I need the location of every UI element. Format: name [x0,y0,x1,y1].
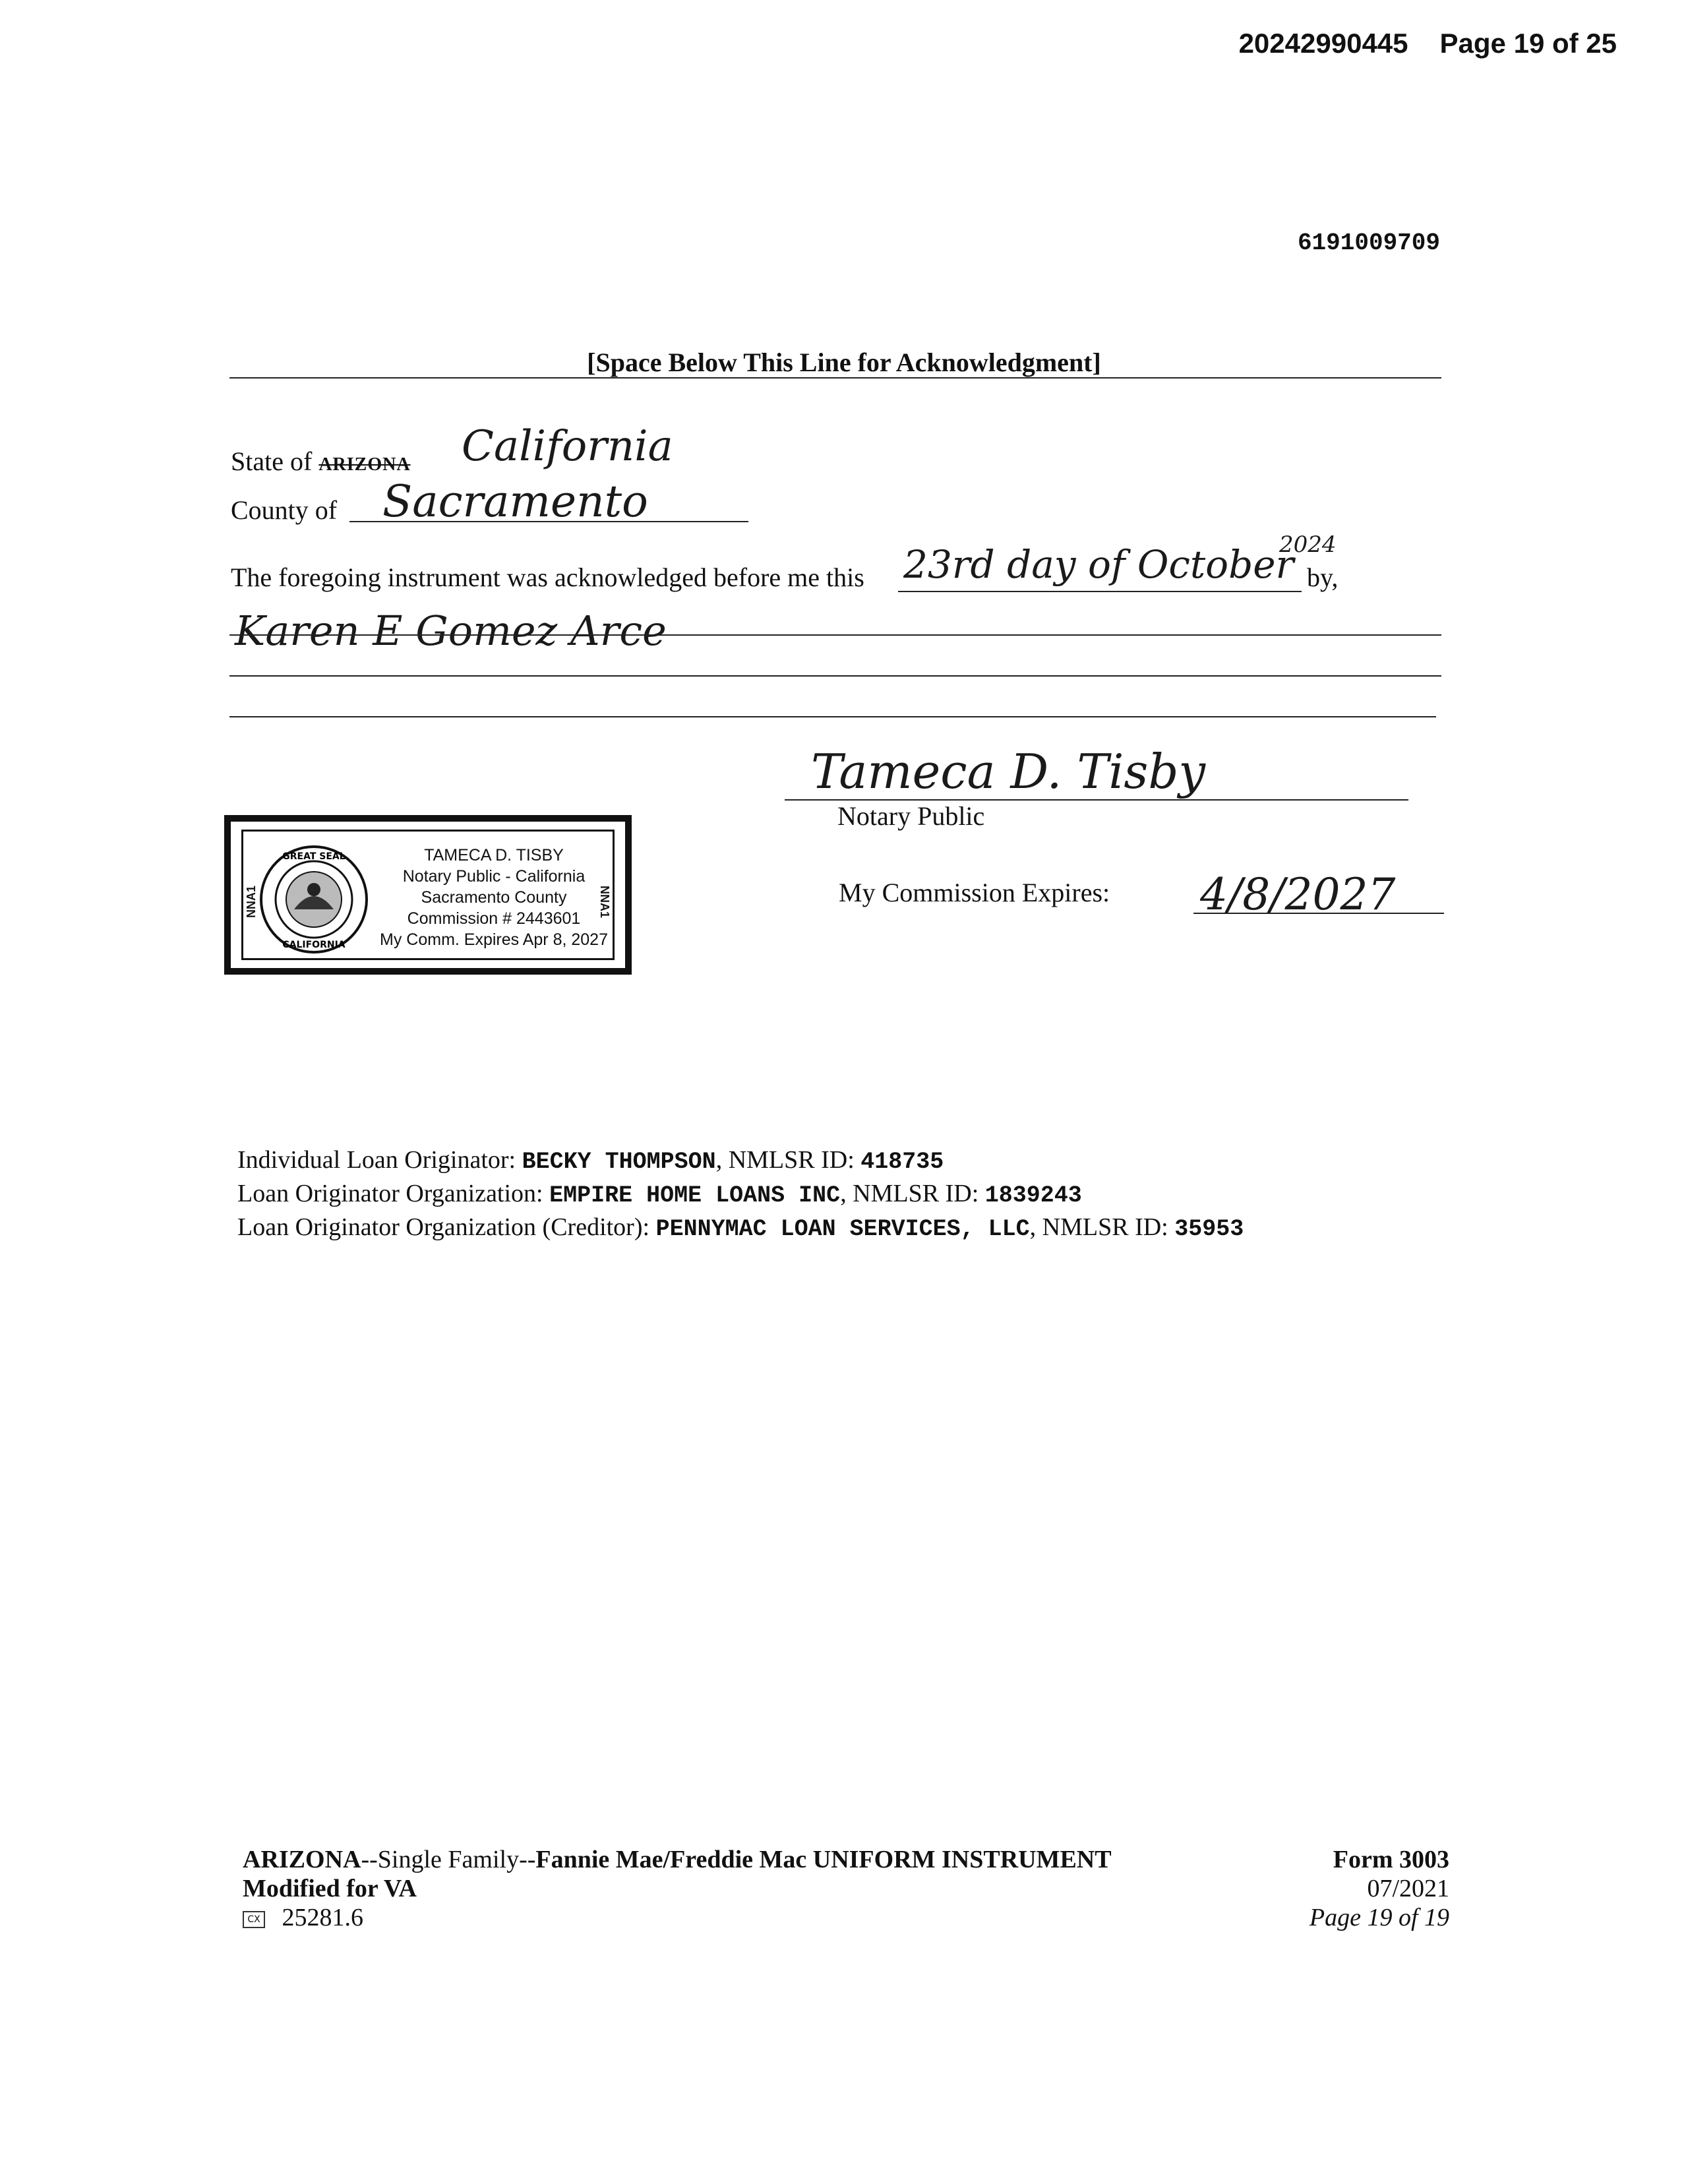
footer-state: ARIZONA [243,1846,361,1873]
county-handwritten: Sacramento [382,476,648,527]
commission-expires-label: My Commission Expires: [839,878,1110,907]
by-label: by, [1307,562,1339,592]
footer-instrument: Fannie Mae/Freddie Mac UNIFORM INSTRUMENT [535,1846,1112,1873]
date-handwritten: 23rd day of October [903,542,1294,587]
cx-icon: CX [243,1911,265,1928]
stamp-side-mark-right: NNA1 [597,885,611,919]
stamp-border [241,830,615,960]
footer-form: Form 3003 [1333,1846,1449,1873]
state-handwritten: California [462,422,673,471]
space-below-line-heading: [Space Below This Line for Acknowledgment] [587,348,1101,377]
year-handwritten: 2024 [1279,531,1337,558]
commission-underline [1193,913,1444,914]
signer-line-3 [229,716,1436,717]
originator-organization-name: EMPIRE HOME LOANS INC [549,1182,841,1209]
stamp-text [375,845,613,950]
state-struck: ARIZONA [318,454,411,475]
state-line [231,446,411,477]
foregoing-text: The foregoing instrument was acknowledged before me this [231,562,864,592]
county-label: County of [231,495,338,525]
page-label: Page 19 of 25 [1439,28,1617,59]
footer-instrument-line: ARIZONA--Single Family--Fannie Mae/Freddie Mac UNIFORM INSTRUMENT [243,1846,1112,1873]
footer-page: Page 19 of 19 [1309,1904,1449,1931]
signer-handwritten: Karen E Gomez Arce [235,607,667,655]
notary-public-label: Notary Public [837,801,985,831]
page-header [1239,28,1617,59]
originator-creditor-id: 35953 [1174,1216,1244,1242]
notary-signature: Tameca D. Tisby [811,744,1206,799]
date-underline [898,591,1302,592]
stamp-expires: My Comm. Expires Apr 8, 2027 [380,930,608,949]
commission-expires-handwritten: 4/8/2027 [1200,869,1396,920]
loan-number: 6191009709 [1297,229,1440,257]
individual-originator: Individual Loan Originator: BECKY THOMPSON, NMLSR ID: 418735 [237,1146,944,1175]
footer-date: 07/2021 [1367,1875,1449,1902]
stamp-side-mark-left: NNA1 [245,885,258,919]
individual-originator-name: BECKY THOMPSON [522,1149,716,1175]
footer-code: 25281.6 [282,1904,363,1931]
stamp-title: Notary Public - California [402,867,586,886]
california-seal-icon [258,843,370,956]
svg-text:CALIFORNIA: CALIFORNIA [282,940,346,950]
signer-line-2 [229,675,1441,677]
originator-creditor-name: PENNYMAC LOAN SERVICES, LLC [655,1216,1030,1242]
stamp-name: TAMECA D. TISBY [424,846,564,864]
divider-line [229,377,1441,379]
signer-line-1 [229,634,1441,636]
stamp-county: Sacramento County [421,888,567,907]
notary-stamp [224,815,632,975]
footer-modified: Modified for VA [243,1875,417,1902]
originator-organization-id: 1839243 [984,1182,1082,1209]
originator-organization: Loan Originator Organization: EMPIRE HOME LOANS INC, NMLSR ID: 1839243 [237,1180,1082,1209]
footer-code-line [243,1903,1112,1932]
stamp-commission: Commission # 2443601 [407,909,581,928]
state-label: State of [231,446,313,476]
footer-right [1310,1845,1449,1932]
footer-left [243,1845,1112,1932]
svg-text:GREAT SEAL: GREAT SEAL [282,851,346,862]
originator-creditor: Loan Originator Organization (Creditor): PENNYMAC LOAN SERVICES, LLC, NMLSR ID: 35953 [237,1213,1244,1242]
individual-originator-id: 418735 [860,1149,944,1175]
loan-originators [237,1144,1244,1245]
document-number: 20242990445 [1238,28,1408,59]
